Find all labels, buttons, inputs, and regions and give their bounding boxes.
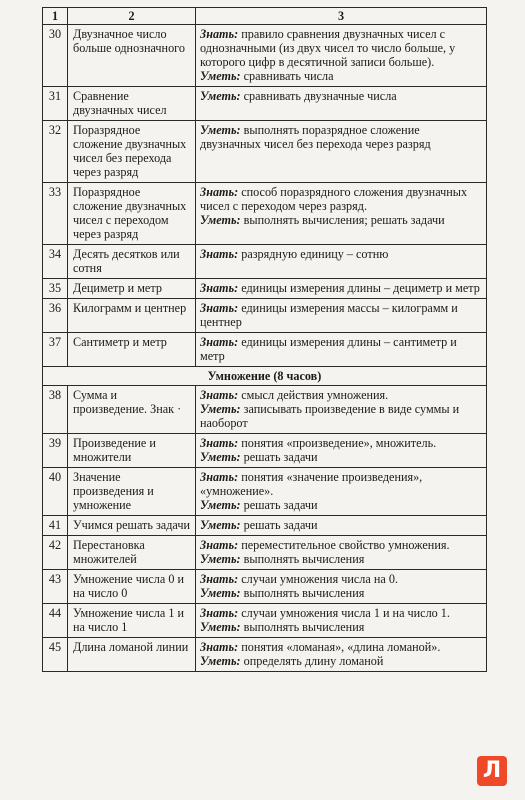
lesson-number: 37 <box>43 333 68 367</box>
lesson-topic: Сумма и произведение. Знак · <box>68 386 196 434</box>
outcome-line <box>200 620 482 634</box>
lesson-topic: Десять десятков или сотня <box>68 245 196 279</box>
outcome-line <box>200 640 482 654</box>
outcome-text: единицы измерения длины – сантиметр и метр <box>200 335 457 363</box>
lesson-number: 30 <box>43 25 68 87</box>
section-row <box>43 367 487 386</box>
outcome-line <box>200 301 482 329</box>
table-row <box>43 434 487 468</box>
outcome-keyword: Знать: <box>200 281 239 295</box>
lesson-number: 43 <box>43 570 68 604</box>
outcome-line <box>200 69 482 83</box>
outcome-line <box>200 247 482 261</box>
lesson-number: 44 <box>43 604 68 638</box>
outcome-keyword: Уметь: <box>200 586 241 600</box>
lesson-topic: Значение произведения и умножение <box>68 468 196 516</box>
column-header: 3 <box>196 8 487 25</box>
table-row <box>43 333 487 367</box>
header-row <box>43 8 487 25</box>
outcome-line <box>200 281 482 295</box>
lesson-outcomes <box>196 279 487 299</box>
outcome-line <box>200 498 482 512</box>
lesson-number: 36 <box>43 299 68 333</box>
outcome-line <box>200 185 482 213</box>
lesson-number: 33 <box>43 183 68 245</box>
lesson-outcomes <box>196 25 487 87</box>
table-row <box>43 638 487 672</box>
table-row <box>43 299 487 333</box>
outcome-line <box>200 586 482 600</box>
outcome-line <box>200 606 482 620</box>
outcome-line <box>200 572 482 586</box>
outcome-keyword: Знать: <box>200 388 239 402</box>
outcome-text: единицы измерения длины – дециметр и метр <box>238 281 480 295</box>
column-header: 1 <box>43 8 68 25</box>
lesson-topic: Произведение и множители <box>68 434 196 468</box>
outcome-text: понятия «ломаная», «длина ломаной». <box>238 640 441 654</box>
outcome-text: выполнять вычисления <box>240 552 365 566</box>
outcome-text: случаи умножения числа 1 и на число 1. <box>238 606 450 620</box>
lesson-topic: Поразрядное сложение двузначных чисел с переходом через разряд <box>68 183 196 245</box>
outcome-keyword: Знать: <box>200 640 239 654</box>
lesson-number: 38 <box>43 386 68 434</box>
section-title: Умножение (8 часов) <box>43 367 487 386</box>
table-row <box>43 87 487 121</box>
lesson-topic: Дециметр и метр <box>68 279 196 299</box>
lesson-topic: Сантиметр и метр <box>68 333 196 367</box>
outcome-keyword: Уметь: <box>200 402 241 416</box>
outcome-keyword: Уметь: <box>200 552 241 566</box>
lesson-number: 32 <box>43 121 68 183</box>
lesson-outcomes <box>196 434 487 468</box>
lesson-outcomes <box>196 386 487 434</box>
outcome-text: понятия «значение произведения», «умножение». <box>200 470 423 498</box>
table-row <box>43 570 487 604</box>
lesson-number: 40 <box>43 468 68 516</box>
outcome-text: правило сравнения двузначных чисел с однозначными (из двух чисел то число больше, у которого цифр в десятичной записи больше). <box>200 27 456 69</box>
lesson-outcomes <box>196 121 487 183</box>
table-row <box>43 468 487 516</box>
lesson-topic: Длина ломаной линии <box>68 638 196 672</box>
outcome-line <box>200 654 482 668</box>
outcome-line <box>200 89 482 103</box>
lesson-outcomes <box>196 183 487 245</box>
table-row <box>43 604 487 638</box>
outcome-text: записывать произведение в виде суммы и наоборот <box>200 402 460 430</box>
outcome-text: переместительное свойство умножения. <box>238 538 450 552</box>
lesson-number: 45 <box>43 638 68 672</box>
outcome-line <box>200 123 482 151</box>
outcome-keyword: Уметь: <box>200 498 241 512</box>
outcome-line <box>200 27 482 69</box>
lesson-number: 35 <box>43 279 68 299</box>
outcome-line <box>200 552 482 566</box>
outcome-text: разрядную единицу – сотню <box>238 247 389 261</box>
outcome-keyword: Знать: <box>200 301 239 315</box>
outcome-line <box>200 450 482 464</box>
outcome-text: смысл действия умножения. <box>238 388 389 402</box>
lesson-number: 39 <box>43 434 68 468</box>
outcome-keyword: Знать: <box>200 470 239 484</box>
lesson-outcomes <box>196 87 487 121</box>
outcome-keyword: Уметь: <box>200 450 241 464</box>
outcome-keyword: Знать: <box>200 185 239 199</box>
outcome-keyword: Уметь: <box>200 654 241 668</box>
lesson-topic: Умножение числа 1 и на число 1 <box>68 604 196 638</box>
table-row <box>43 279 487 299</box>
outcome-line <box>200 388 482 402</box>
outcome-text: решать задачи <box>240 450 318 464</box>
table-row <box>43 183 487 245</box>
table-row <box>43 386 487 434</box>
table-row <box>43 245 487 279</box>
lesson-outcomes <box>196 333 487 367</box>
outcome-text: выполнять вычисления; решать задачи <box>240 213 445 227</box>
outcome-text: случаи умножения числа на 0. <box>238 572 398 586</box>
lesson-outcomes <box>196 570 487 604</box>
outcome-text: выполнять вычисления <box>240 586 365 600</box>
outcome-keyword: Знать: <box>200 606 239 620</box>
outcome-line <box>200 518 482 532</box>
outcome-keyword: Уметь: <box>200 89 241 103</box>
outcome-keyword: Уметь: <box>200 213 241 227</box>
lesson-outcomes <box>196 516 487 536</box>
table-row <box>43 516 487 536</box>
outcome-text: сравнивать двузначные числа <box>240 89 397 103</box>
outcome-keyword: Знать: <box>200 436 239 450</box>
lesson-topic: Двузначное число больше однозначного <box>68 25 196 87</box>
lesson-outcomes <box>196 299 487 333</box>
outcome-text: сравнивать числа <box>240 69 334 83</box>
outcome-text: решать задачи <box>240 498 318 512</box>
lesson-number: 41 <box>43 516 68 536</box>
outcome-keyword: Знать: <box>200 27 239 41</box>
outcome-keyword: Уметь: <box>200 69 241 83</box>
outcome-text: понятия «произведение», множитель. <box>238 436 437 450</box>
table-row <box>43 536 487 570</box>
outcome-keyword: Знать: <box>200 538 239 552</box>
lesson-outcomes <box>196 638 487 672</box>
lesson-topic: Килограмм и центнер <box>68 299 196 333</box>
lesson-number: 42 <box>43 536 68 570</box>
lesson-outcomes <box>196 245 487 279</box>
outcome-keyword: Уметь: <box>200 123 241 137</box>
outcome-line <box>200 470 482 498</box>
lesson-number: 31 <box>43 87 68 121</box>
table-row <box>43 25 487 87</box>
lesson-outcomes <box>196 468 487 516</box>
lesson-topic: Учимся решать задачи <box>68 516 196 536</box>
outcome-text: решать задачи <box>240 518 318 532</box>
outcome-text: определять длину ломаной <box>240 654 384 668</box>
outcome-line <box>200 436 482 450</box>
lesson-topic: Умножение числа 0 и на число 0 <box>68 570 196 604</box>
publisher-logo: Л <box>477 756 507 786</box>
outcome-keyword: Уметь: <box>200 518 241 532</box>
outcome-line <box>200 335 482 363</box>
outcome-text: выполнять поразрядное сложение двузначных чисел без перехода через разряд <box>200 123 431 151</box>
outcome-text: единицы измерения массы – килограмм и центнер <box>200 301 458 329</box>
outcome-keyword: Знать: <box>200 335 239 349</box>
outcome-line <box>200 213 482 227</box>
outcome-keyword: Уметь: <box>200 620 241 634</box>
outcome-text: выполнять вычисления <box>240 620 365 634</box>
outcome-keyword: Знать: <box>200 572 239 586</box>
outcome-line <box>200 402 482 430</box>
lesson-topic: Сравнение двузначных чисел <box>68 87 196 121</box>
outcome-text: способ поразрядного сложения двузначных чисел с переходом через разряд. <box>200 185 468 213</box>
lesson-topic: Поразрядное сложение двузначных чисел без перехода через разряд <box>68 121 196 183</box>
lesson-outcomes <box>196 604 487 638</box>
lesson-outcomes <box>196 536 487 570</box>
outcome-keyword: Знать: <box>200 247 239 261</box>
table-row <box>43 121 487 183</box>
lesson-number: 34 <box>43 245 68 279</box>
lesson-topic: Перестановка множителей <box>68 536 196 570</box>
table-body <box>43 25 487 672</box>
outcome-line <box>200 538 482 552</box>
column-header: 2 <box>68 8 196 25</box>
curriculum-table <box>42 7 487 672</box>
